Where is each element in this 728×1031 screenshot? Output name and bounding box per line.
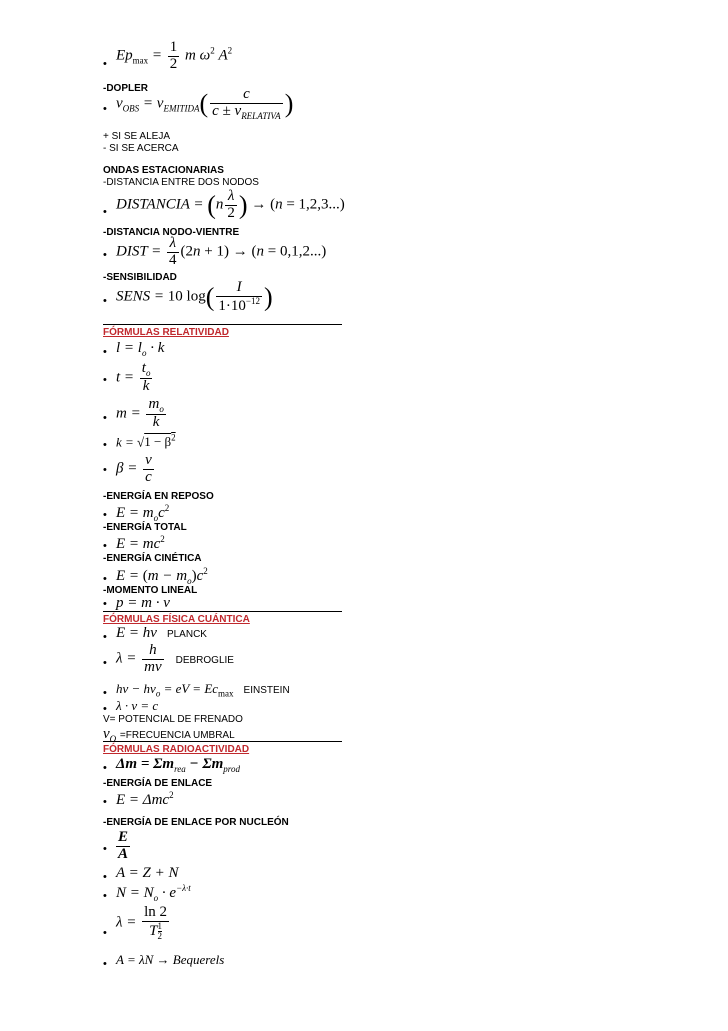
formula-longitud: $l = l_o \cdot k$ bbox=[116, 340, 165, 358]
heading-ondas-estacionarias: ONDAS ESTACIONARIAS bbox=[103, 165, 224, 176]
formula-debroglie: λ = $\frac{h}{mv}$ DEBROGLIE bbox=[116, 642, 234, 675]
heading-energia-enlace: -ENERGÍA DE ENLACE bbox=[103, 778, 213, 789]
formula-defecto-masa: $\Delta m = \Sigma m_{rea} - \Sigma m_{prod}$ bbox=[116, 756, 240, 774]
bullet: • bbox=[103, 206, 107, 218]
formula-planck: E = hν PLANCK bbox=[116, 625, 207, 641]
divider bbox=[103, 741, 342, 742]
divider bbox=[103, 611, 342, 612]
formula-distancia-nodos: DISTANCIA = (n $\frac{\lambda}{2}$ ) → (n = 1,2,3...) bbox=[116, 188, 345, 221]
bullet: • bbox=[103, 843, 107, 855]
heading-sensibilidad: -SENSIBILIDAD bbox=[103, 272, 177, 283]
bullet: • bbox=[103, 103, 107, 115]
formula-tiempo: t = $\frac{t_o}{k}$ bbox=[116, 360, 151, 395]
formula-numero-masico: A = Z + N bbox=[116, 865, 179, 881]
heading-dist-nodos: -DISTANCIA ENTRE DOS NODOS bbox=[103, 177, 259, 188]
bullet: • bbox=[103, 796, 107, 808]
formula-energia-total: $E = mc^2$ bbox=[116, 534, 165, 552]
bullet: • bbox=[103, 464, 107, 476]
bullet: • bbox=[103, 927, 107, 939]
bullet: • bbox=[103, 657, 107, 669]
heading-nodo-vientre: -DISTANCIA NODO-VIENTRE bbox=[103, 227, 240, 238]
bullet: • bbox=[103, 573, 107, 585]
note-acercar: - SI SE ACERCA bbox=[103, 143, 179, 154]
bullet: • bbox=[103, 249, 107, 261]
label-planck: PLANCK bbox=[166, 629, 207, 640]
bullet: • bbox=[103, 631, 107, 643]
bullet: • bbox=[103, 958, 107, 970]
section-radioactividad: FÓRMULAS RADIOACTIVIDAD bbox=[103, 744, 250, 755]
bullet: • bbox=[103, 439, 107, 451]
formula-actividad: A = λN → Bequerels bbox=[116, 952, 225, 967]
bullet: • bbox=[103, 295, 107, 307]
bullet: • bbox=[103, 687, 107, 699]
bullet: • bbox=[103, 346, 107, 358]
bullet: • bbox=[103, 598, 107, 610]
heading-momento-lineal: -MOMENTO LINEAL bbox=[103, 585, 198, 596]
formula-onda: λ · ν = c bbox=[116, 698, 159, 713]
formula-energia-cinetica: $E = (m - m_o)c^2$ bbox=[116, 566, 208, 586]
heading-dopler: -DOPLER bbox=[103, 83, 148, 94]
formula-masa: m = $\frac{m_o}{k}$ bbox=[116, 396, 164, 431]
label-bequerels: Bequerels bbox=[172, 952, 225, 967]
bullet: • bbox=[103, 540, 107, 552]
label-einstein: EINSTEIN bbox=[243, 685, 290, 696]
bullet: • bbox=[103, 58, 107, 70]
bullet: • bbox=[103, 890, 107, 902]
formula-energia-reposo: $E = m_oc^2$ bbox=[116, 503, 170, 523]
formula-k: $k = √1 - \beta^2$ bbox=[116, 433, 176, 450]
label-debroglie: DEBROGLIE bbox=[175, 654, 234, 666]
formula-energia-enlace: E = Δmc$^2$ bbox=[116, 790, 174, 808]
bullet: • bbox=[103, 871, 107, 883]
formula-momento: p = m · v bbox=[116, 595, 170, 611]
section-relatividad: FÓRMULAS RELATIVIDAD bbox=[103, 327, 229, 338]
note-potencial-frenado: V= POTENCIAL DE FRENADO bbox=[103, 714, 243, 725]
divider bbox=[103, 324, 342, 325]
bullet: • bbox=[103, 412, 107, 424]
note-alejar: + SI SE ALEJA bbox=[103, 131, 170, 142]
bullet: • bbox=[103, 374, 107, 386]
formula-doppler: $\nu_{OBS} = \nu_{EMITIDA}$( $\frac{c}{c \pm \nu_{RELATIVA}}$ ) bbox=[116, 86, 294, 121]
bullet: • bbox=[103, 703, 107, 715]
heading-enlace-nucleon: -ENERGÍA DE ENLACE POR NUCLEÓN bbox=[103, 817, 289, 828]
heading-energia-total: -ENERGÍA TOTAL bbox=[103, 522, 187, 533]
formula-enlace-nucleon: $\frac{E}{A}$ bbox=[118, 829, 129, 862]
heading-energia-cinetica: -ENERGÍA CINÉTICA bbox=[103, 553, 202, 564]
formula-einstein: $h\nu - h\nu_o$ = eV = $Ec_{max}$ EINSTEIN bbox=[116, 681, 290, 699]
formula-ep-max: $Ep_{max}$ = $\frac{1}{2}$ m $\omega^2$ $A^2$ bbox=[116, 39, 233, 72]
bullet: • bbox=[103, 762, 107, 774]
formula-beta: β = $\frac{v}{c}$ bbox=[116, 452, 152, 485]
formula-constante-desintegracion: λ = ln 2 T $_{\frac{1}{2}}$ bbox=[116, 904, 168, 941]
formula-decaimiento: $N = N_o \cdot e^{-\lambda\cdot t}$ bbox=[116, 883, 191, 903]
heading-energia-reposo: -ENERGÍA EN REPOSO bbox=[103, 491, 214, 502]
formula-nodo-vientre: DIST = $\frac{\lambda}{4}$ (2n + 1) → (n = 0,1,2...) bbox=[116, 235, 327, 268]
section-cuantica: FÓRMULAS FÍSICA CUÁNTICA bbox=[103, 614, 250, 625]
note-frecuencia-umbral: $\nu_O$ =FRECUENCIA UMBRAL bbox=[103, 726, 235, 744]
bullet: • bbox=[103, 509, 107, 521]
formula-sensibilidad: SENS = 10 log( $\frac{I}{1\cdot 10^{-12}}$ ) bbox=[116, 279, 273, 314]
